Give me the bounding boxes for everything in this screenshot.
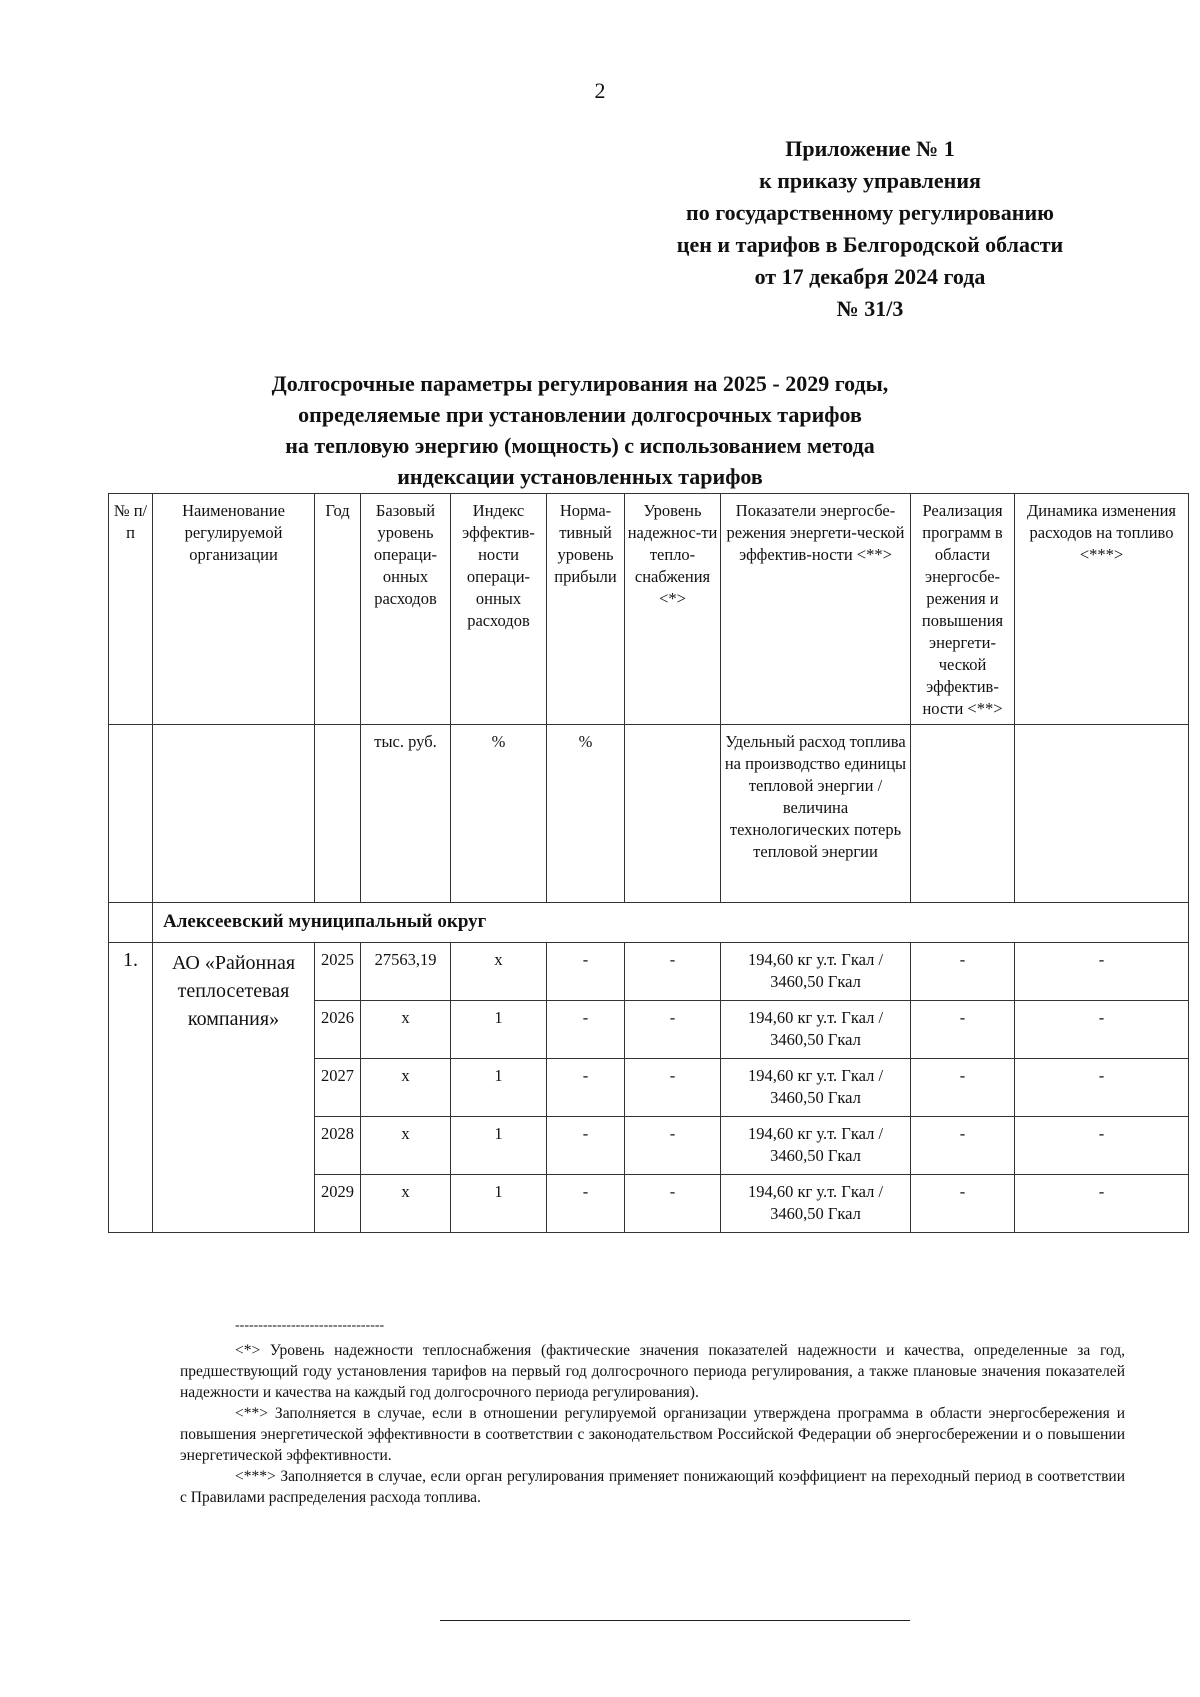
cell-index: x: [451, 943, 547, 1001]
header-fuel-dynamics: Динамика изменения расходов на топливо <***>: [1015, 494, 1189, 725]
table-header-row: [109, 494, 1189, 725]
cell-base: x: [361, 1059, 451, 1117]
header-line: к приказу управления: [759, 168, 981, 193]
footnote-separator: --------------------------------: [235, 1318, 385, 1333]
title-line: Долгосрочные параметры регулирования на 2025 - 2029 годы,: [271, 371, 889, 396]
cell-reliability: -: [625, 1001, 721, 1059]
footnote-fuel: <***> Заполняется в случае, если орган регулирования применяет понижающий коэффициент на переходный период в соответствии с Правилами распределения расхода топлива.: [180, 1468, 1125, 1506]
unit-empty: [625, 725, 721, 903]
cell-year: 2027: [315, 1059, 361, 1117]
cell-index: 1: [451, 1059, 547, 1117]
header-num: № п/п: [109, 494, 153, 725]
title-line: на тепловую энергию (мощность) с использованием метода: [285, 433, 875, 458]
header-profit-level: Норма-тивный уровень прибыли: [547, 494, 625, 725]
cell-reliability: -: [625, 1059, 721, 1117]
cell-fuel: -: [1015, 1117, 1189, 1175]
cell-reliability: -: [625, 1175, 721, 1233]
header-programs: Реализация программ в области энергосбе-режения и повышения энергети-ческой эффектив-ности <**>: [911, 494, 1015, 725]
cell-index: 1: [451, 1175, 547, 1233]
unit-empty: [911, 725, 1015, 903]
page-number: 2: [594, 78, 606, 103]
cell-profit: -: [547, 1117, 625, 1175]
cell-profit: -: [547, 1059, 625, 1117]
header-name: Наименование регулируемой организации: [153, 494, 315, 725]
cell-year: 2028: [315, 1117, 361, 1175]
organization-name: АО «Районная теплосетевая компания»: [153, 943, 315, 1233]
group-title: Алексеевский муниципальный округ: [153, 903, 1189, 943]
cell-energy: 194,60 кг у.т. Гкал / 3460,50 Гкал: [721, 1117, 911, 1175]
cell-base: x: [361, 1001, 451, 1059]
cell-fuel: -: [1015, 1001, 1189, 1059]
title-line: определяемые при установлении долгосрочных тарифов: [298, 402, 862, 427]
unit-empty: [153, 725, 315, 903]
header-energy-indicators: Показатели энергосбе-режения энергети-ческой эффектив-ности <**>: [721, 494, 911, 725]
unit-empty: [109, 725, 153, 903]
cell-fuel: -: [1015, 1175, 1189, 1233]
cell-reliability: -: [625, 943, 721, 1001]
cell-year: 2025: [315, 943, 361, 1001]
table-row: [109, 943, 1189, 1001]
cell-profit: -: [547, 1001, 625, 1059]
cell-program: -: [911, 943, 1015, 1001]
header-line: от 17 декабря 2024 года: [754, 264, 986, 289]
footnote-energy: <**> Заполняется в случае, если в отношении регулируемой организации утверждена программа в области энергосбережения и повышения энергетической эффективности в соответствии с законодательством Российской Федерации об энергосбережении и о повышении энергетической эффективности.: [180, 1405, 1125, 1464]
parameters-table: [108, 493, 1189, 1233]
unit-empty: [1015, 725, 1189, 903]
cell-energy: 194,60 кг у.т. Гкал / 3460,50 Гкал: [721, 1059, 911, 1117]
cell-base: 27563,19: [361, 943, 451, 1001]
cell-base: x: [361, 1117, 451, 1175]
cell-index: 1: [451, 1001, 547, 1059]
unit-energy: Удельный расход топлива на производство единицы тепловой энергии / величина технологических потерь тепловой энергии: [721, 725, 911, 903]
header-reliability: Уровень надежнос-ти тепло-снабжения <*>: [625, 494, 721, 725]
cell-year: 2029: [315, 1175, 361, 1233]
cell-profit: -: [547, 943, 625, 1001]
cell-fuel: -: [1015, 943, 1189, 1001]
cell-fuel: -: [1015, 1059, 1189, 1117]
title-line: индексации установленных тарифов: [397, 464, 763, 489]
cell-energy: 194,60 кг у.т. Гкал / 3460,50 Гкал: [721, 1175, 911, 1233]
unit-empty: [315, 725, 361, 903]
cell-reliability: -: [625, 1117, 721, 1175]
header-year: Год: [315, 494, 361, 725]
header-line: № 31/3: [836, 296, 904, 321]
cell-year: 2026: [315, 1001, 361, 1059]
header-line: по государственному регулированию: [686, 200, 1054, 225]
cell-program: -: [911, 1001, 1015, 1059]
footnotes: [180, 1340, 1125, 1508]
group-empty: [109, 903, 153, 943]
table-units-row: [109, 725, 1189, 903]
cell-profit: -: [547, 1175, 625, 1233]
unit-profit: %: [547, 725, 625, 903]
unit-index: %: [451, 725, 547, 903]
header-line: цен и тарифов в Белгородской области: [676, 232, 1064, 257]
document-title: [130, 368, 1030, 492]
cell-energy: 194,60 кг у.т. Гкал / 3460,50 Гкал: [721, 1001, 911, 1059]
group-row: [109, 903, 1189, 943]
appendix-header: [610, 133, 1130, 325]
cell-program: -: [911, 1117, 1015, 1175]
row-number: 1.: [109, 943, 153, 1233]
cell-program: -: [911, 1175, 1015, 1233]
cell-index: 1: [451, 1117, 547, 1175]
bottom-divider: [440, 1620, 910, 1621]
cell-base: x: [361, 1175, 451, 1233]
unit-base: тыс. руб.: [361, 725, 451, 903]
header-line: Приложение № 1: [785, 136, 955, 161]
cell-program: -: [911, 1059, 1015, 1117]
header-efficiency-index: Индекс эффектив-ности операци-онных расходов: [451, 494, 547, 725]
header-base-level: Базовый уровень операци-онных расходов: [361, 494, 451, 725]
cell-energy: 194,60 кг у.т. Гкал / 3460,50 Гкал: [721, 943, 911, 1001]
footnote-reliability: <*> Уровень надежности теплоснабжения (фактические значения показателей надежности и качества, определенные за год, предшествующий году установления тарифов на первый год долгосрочного периода регулирования, а также плановые значения показателей надежности и качества на каждый год долгосрочного периода регулирования).: [180, 1342, 1125, 1401]
